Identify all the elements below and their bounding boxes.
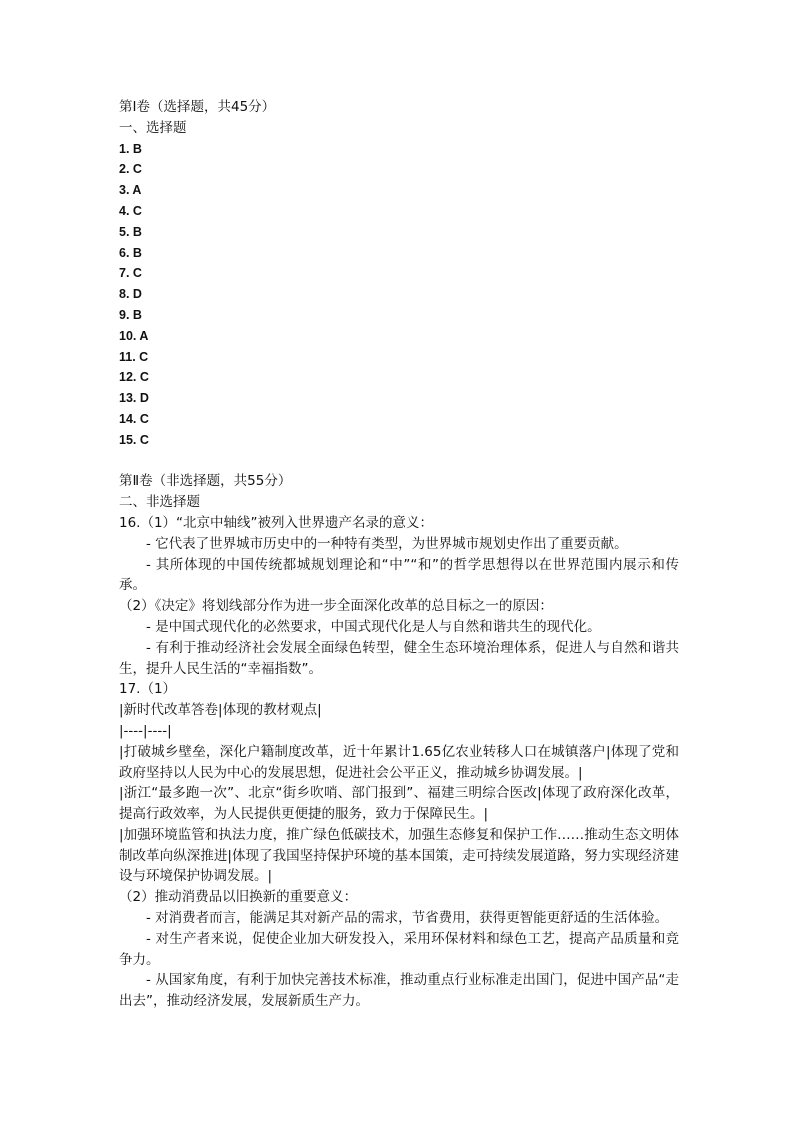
answer-item: 3. A <box>119 183 142 198</box>
q17-table-row: |浙江“最多跑一次”、北京“街乡吹哨、部门报到”、福建三明综合医改|体现了政府深化改革，提高行政效率，为人民提供更便捷的服务，致力于保障民生。| <box>119 785 679 823</box>
answer-item: 1. B <box>119 141 142 156</box>
q17-table-row: |加强环境监管和执法力度，推广绿色低碳技术，加强生态修复和保护工作……推动生态文明体制改革向纵深推进|体现了我国坚持保护环境的基本国策，走可持续发展道路，努力实现经济建设与环境保护协调发展。| <box>119 826 679 885</box>
q16-part1-bullet: - 其所体现的中国传统都城规划理论和“中”“和”的哲学思想得以在世界范围内展示和传承。 <box>119 556 679 594</box>
answer-item: 4. C <box>119 203 142 218</box>
answer-item: 7. C <box>119 266 142 281</box>
answer-item: 15. C <box>119 432 149 447</box>
blank-line <box>119 451 679 472</box>
answer-item: 9. B <box>119 307 142 322</box>
answer-item: 13. D <box>119 391 149 406</box>
answer-item: 11. C <box>119 349 149 364</box>
q16-part2-bullet: - 有利于推动经济社会发展全面绿色转型，健全生态环境治理体系，促进人与自然和谐共生，提升人民生活的“幸福指数”。 <box>119 639 679 677</box>
q16-part2-heading: （2）《决定》将划线部分作为进一步全面深化改革的总目标之一的原因： <box>119 598 553 615</box>
q17-table-separator: |----|----| <box>119 722 172 739</box>
answer-item: 14. C <box>119 411 149 426</box>
section1-subtitle: 一、选择题 <box>119 119 187 136</box>
q17-table-header: |新时代改革答卷|体现的教材观点| <box>119 702 322 719</box>
answer-item: 10. A <box>119 328 149 343</box>
q16-part1-bullet: - 它代表了世界城市历史中的一种特有类型，为世界城市规划史作出了重要贡献。 <box>146 535 628 552</box>
q17-part2-bullet: - 对生产者来说，促使企业加大研发投入，采用环保材料和绿色工艺，提高产品质量和竞争力。 <box>119 930 679 968</box>
document-content <box>119 97 679 1012</box>
answer-item: 2. C <box>119 162 142 177</box>
section2-title: 第Ⅱ卷（非选择题，共55分） <box>119 473 292 490</box>
answer-list <box>119 139 679 451</box>
q16-heading: 16.（1）“北京中轴线”被列入世界遗产名录的意义： <box>119 514 434 531</box>
q17-part2-bullet: - 对消费者而言，能满足其对新产品的需求，节省费用，获得更智能更舒适的生活体验。 <box>146 910 669 927</box>
q17-table-row: |打破城乡壁垒，深化户籍制度改革，近十年累计1.65亿农业转移人口在城镇落户|体现了党和政府坚持以人民为中心的发展思想，促进社会公平正义，推动城乡协调发展。| <box>119 743 679 781</box>
q17-heading: 17.（1） <box>119 681 177 698</box>
answer-item: 5. B <box>119 224 142 239</box>
answer-item: 8. D <box>119 287 142 302</box>
answer-item: 12. C <box>119 370 149 385</box>
q17-part2-heading: （2）推动消费品以旧换新的重要意义： <box>119 889 358 906</box>
q16-part2-bullet: - 是中国式现代化的必然要求，中国式现代化是人与自然和谐共生的现代化。 <box>146 618 601 635</box>
q17-part2-bullet: - 从国家角度，有利于加快完善技术标准，推动重点行业标准走出国门，促进中国产品“走出去”，推动经济发展，发展新质生产力。 <box>119 972 679 1010</box>
section2-subtitle: 二、非选择题 <box>119 494 200 511</box>
answer-item: 6. B <box>119 245 142 260</box>
section1-title: 第Ⅰ卷（选择题，共45分） <box>119 99 276 115</box>
